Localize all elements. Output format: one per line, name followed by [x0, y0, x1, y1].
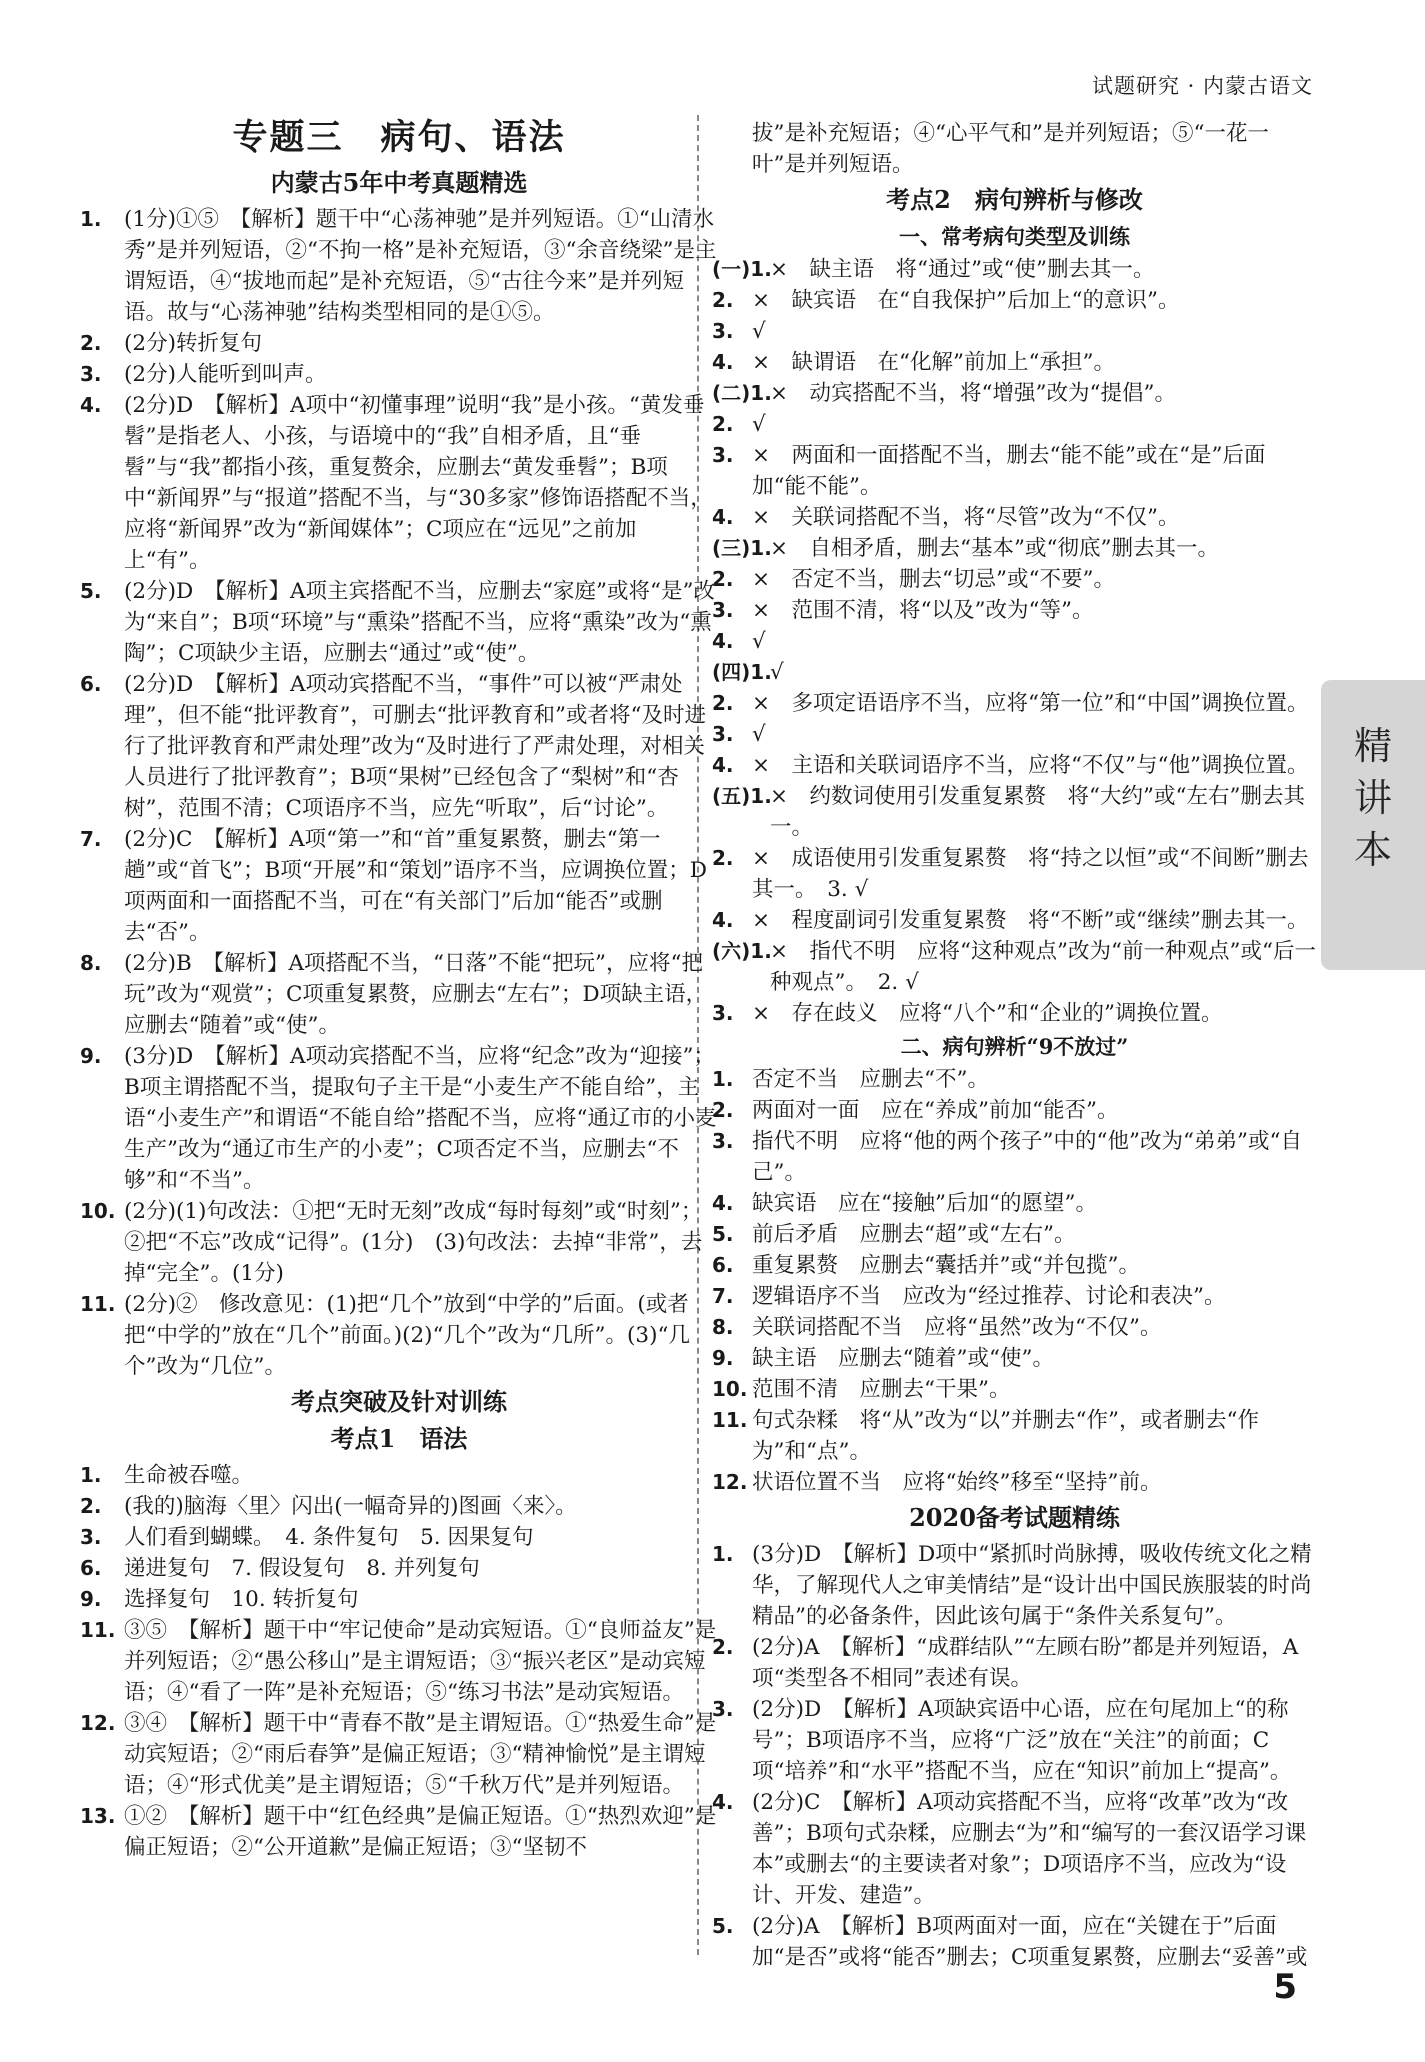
item-number: 4.	[712, 908, 734, 932]
item-text: 否定不当 应删去“不”。	[752, 1067, 989, 1092]
side-tab-label: 精 讲 本	[1353, 724, 1392, 872]
answer-item	[80, 1522, 718, 1553]
answer-item	[712, 1694, 1317, 1787]
item-text: × 范围不清，将“以及”改为“等”。	[752, 598, 1094, 623]
item-number: 4.	[712, 350, 734, 374]
answer-item	[80, 1460, 718, 1491]
item-number: 3.	[712, 1129, 734, 1153]
item-text: × 缺谓语 在“化解”前加上“承担”。	[752, 350, 1115, 375]
item-number: 2.	[712, 1098, 734, 1122]
item-text: × 两面和一面搭配不当，删去“能不能”或在“是”后面加“能不能”。	[752, 443, 1266, 499]
item-text: √	[752, 629, 766, 654]
item-number: 11.	[80, 1618, 116, 1642]
answer-item	[80, 1289, 718, 1382]
item-text: 指代不明 应将“他的两个孩子”中的“他”改为“弟弟”或“自己”。	[752, 1129, 1302, 1185]
section-title-kaodian2: 考点2 病句辨析与修改	[886, 185, 1143, 214]
answer-item	[80, 948, 718, 1041]
item-text: (2分)A 【解析】B项两面对一面，应在“关键在于”后面加“是否”或将“能否”删去；C项重复累赘，应删去“妥善”或	[752, 1914, 1308, 1970]
item-number: 6.	[80, 672, 102, 696]
answer-item	[80, 359, 718, 390]
item-text: (2分)A 【解析】“成群结队”“左顾右盼”都是并列短语，A项“类型各不相同”表述有误。	[752, 1635, 1299, 1691]
item-number: 4.	[712, 753, 734, 777]
answer-item	[712, 1188, 1317, 1219]
answer-item	[80, 1801, 718, 1863]
answer-list-3	[712, 254, 1317, 1029]
answer-item	[712, 1787, 1317, 1911]
item-text: 前后矛盾 应删去“超”或“左右”。	[752, 1222, 1076, 1247]
item-text: (3分)D 【解析】D项中“紧抓时尚脉搏，吸收传统文化之精华，了解现代人之审美情结”是“设计出中国民族服装的时尚精品”的必备条件，因此该句属于“条件关系复句”。	[752, 1542, 1312, 1629]
left-column	[80, 118, 718, 1863]
subsection-title-2: 二、病句辨析“9不放过”	[900, 1034, 1129, 1059]
item-text: (2分)② 修改意见：(1)把“几个”放到“中学的”后面。(或者把“中学的”放在“几个”前面。)(2)“几个”改为“几所”。(3)“几个”改为“几位”。	[124, 1292, 690, 1379]
item-number: 10.	[712, 1377, 748, 1401]
item-number: 4.	[712, 505, 734, 529]
item-text: × 自相矛盾，删去“基本”或“彻底”删去其一。	[770, 536, 1219, 561]
answer-item	[80, 1196, 718, 1289]
answer-item	[712, 936, 1317, 998]
answer-item	[712, 409, 1317, 440]
answer-item	[712, 750, 1317, 781]
item-text: × 程度副词引发重复累赘 将“不断”或“继续”删去其一。	[752, 908, 1309, 933]
item-text: √	[752, 319, 766, 344]
item-text: × 主语和关联词语序不当，应将“不仅”与“他”调换位置。	[752, 753, 1309, 778]
item-number: 2.	[712, 567, 734, 591]
item-number: 7.	[712, 1284, 734, 1308]
item-text: ③④ 【解析】题干中“青春不散”是主谓短语。①“热爱生命”是动宾短语；②“雨后春笋”是偏正短语；③“精神愉悦”是主谓短语；④“形式优美”是主谓短语；⑤“千秋万代”是并列短语。	[124, 1711, 717, 1798]
answer-item	[712, 533, 1317, 564]
item-number: 6.	[80, 1556, 102, 1580]
item-number: 4.	[80, 393, 102, 417]
item-number: 2.	[712, 1635, 734, 1659]
item-text: 选择复句 10. 转折复句	[124, 1587, 359, 1612]
item-number: 3.	[712, 722, 734, 746]
item-text: (2分)D 【解析】A项主宾搭配不当，应删去“家庭”或将“是”改为“来自”；B项“环境”与“熏染”搭配不当，应将“熏染”改为“熏陶”；C项缺少主语，应删去“通过”或“使”。	[124, 579, 715, 666]
answer-item	[80, 824, 718, 948]
section-title-kaodian: 考点突破及针对训练	[291, 1387, 507, 1416]
item-text: 重复累赘 应删去“囊括并”或“并包揽”。	[752, 1253, 1140, 1278]
item-number: (三)1.	[712, 536, 772, 560]
item-number: 12.	[80, 1711, 116, 1735]
answer-item	[712, 1374, 1317, 1405]
answer-item	[712, 1095, 1317, 1126]
item-number: 10.	[80, 1199, 116, 1223]
item-text: √	[752, 412, 766, 437]
item-number: (六)1.	[712, 939, 772, 963]
item-text: (2分)D 【解析】A项中“初懂事理”说明“我”是小孩。“黄发垂髫”是指老人、小孩，与语境中的“我”自相矛盾，且“垂髫”与“我”都指小孩，重复赘余，应删去“黄发垂髫”；B项中“新闻界”与“报道”搭配不当，与“30多家”修饰语搭配不当，应将“新闻界”改为“新闻媒体”；C项应在“远见”之前加上“有”。	[124, 393, 712, 573]
answer-item	[80, 1708, 718, 1801]
item-text: ③⑤ 【解析】题干中“牢记使命”是动宾短语。①“良师益友”是并列短语；②“愚公移山”是主谓短语；③“振兴老区”是动宾短语；④“看了一阵”是补充短语；⑤“练习书法”是动宾短语。	[124, 1618, 717, 1705]
item-number: 11.	[712, 1408, 748, 1432]
answer-item	[712, 1467, 1317, 1498]
item-text: ①② 【解析】题干中“红色经典”是偏正短语。①“热烈欢迎”是偏正短语；②“公开道歉”是偏正短语；③“坚韧不	[124, 1804, 717, 1860]
answer-item	[712, 1632, 1317, 1694]
section-title-kaodian1: 考点1 语法	[330, 1424, 468, 1453]
answer-item	[712, 626, 1317, 657]
item-text: (2分)人能听到叫声。	[124, 362, 327, 387]
item-number: 2.	[80, 331, 102, 355]
item-number: 1.	[712, 1542, 734, 1566]
item-number: 1.	[80, 207, 102, 231]
item-number: 2.	[712, 288, 734, 312]
item-text: (我的)脑海〈里〉闪出(一幅奇异的)图画〈来〉。	[124, 1494, 577, 1519]
answer-item	[712, 1405, 1317, 1467]
item-number: 5.	[712, 1222, 734, 1246]
item-text: (2分)C 【解析】A项“第一”和“首”重复累赘，删去“第一趟”或“首飞”；B项“开展”和“策划”语序不当，应调换位置；D项两面和一面搭配不当，可在“有关部门”后加“能否”或删去“否”。	[124, 827, 707, 945]
answer-item	[712, 688, 1317, 719]
answer-item	[712, 781, 1317, 843]
item-number: 8.	[80, 951, 102, 975]
answer-item	[80, 1491, 718, 1522]
item-text: 缺宾语 应在“接触”后加“的愿望”。	[752, 1191, 1097, 1216]
item-number: 1.	[712, 1067, 734, 1091]
item-text: (2分)(1)句改法：①把“无时无刻”改成“每时每刻”或“时刻”；②把“不忘”改成“记得”。(1分) (3)句改法：去掉“非常”，去掉“完全”。(1分)	[124, 1199, 703, 1286]
item-number: 9.	[712, 1346, 734, 1370]
item-number: (一)1.	[712, 257, 772, 281]
item-number: 8.	[712, 1315, 734, 1339]
item-number: 3.	[80, 362, 102, 386]
item-text: × 关联词搭配不当，将“尽管”改为“不仅”。	[752, 505, 1180, 530]
answer-item	[80, 204, 718, 328]
item-number: 3.	[712, 598, 734, 622]
answer-item	[712, 1911, 1317, 1973]
item-text: √	[770, 660, 784, 685]
item-number: 3.	[712, 1001, 734, 1025]
item-number: 3.	[80, 1525, 102, 1549]
item-text: 关联词搭配不当 应将“虽然”改为“不仅”。	[752, 1315, 1162, 1340]
answer-item	[712, 843, 1317, 905]
page-title: 专题三 病句、语法	[232, 117, 566, 158]
item-number: 4.	[712, 629, 734, 653]
item-text: (1分)①⑤ 【解析】题干中“心荡神驰”是并列短语。①“山清水秀”是并列短语，②“不拘一格”是补充短语，③“余音绕梁”是主谓短语，④“拔地而起”是补充短语，⑤“古往今来”是并列短语。故与“心荡神驰”结构类型相同的是①⑤。	[124, 207, 717, 325]
answer-item	[712, 1539, 1317, 1632]
item-number: 11.	[80, 1292, 116, 1316]
answer-item	[712, 1312, 1317, 1343]
answer-item	[712, 378, 1317, 409]
answer-item	[80, 328, 718, 359]
item-text: 逻辑语序不当 应改为“经过推荐、讨论和表决”。	[752, 1284, 1226, 1309]
answer-item	[712, 1250, 1317, 1281]
item-number: 4.	[712, 1790, 734, 1814]
item-text: √	[752, 722, 766, 747]
item-number: 3.	[712, 1697, 734, 1721]
answer-item	[80, 1584, 718, 1615]
item-number: 3.	[712, 319, 734, 343]
item-text: (2分)D 【解析】A项缺宾语中心语，应在句尾加上“的称号”；B项语序不当，应将“广泛”放在“关注”的前面；C项“培养”和“水平”搭配不当，应在“知识”前加上“提高”。	[752, 1697, 1292, 1784]
item-number: 3.	[712, 443, 734, 467]
item-text: (3分)D 【解析】A项动宾搭配不当，应将“纪念”改为“迎接”；B项主谓搭配不当，提取句子主干是“小麦生产不能自给”，主语“小麦生产”和谓语“不能自给”搭配不当，应将“通辽市的小麦生产”改为“通辽市生产的小麦”；C项否定不当，应删去“不够”和“不当”。	[124, 1044, 717, 1193]
item-text: × 缺宾语 在“自我保护”后加上“的意识”。	[752, 288, 1180, 313]
answer-item	[80, 576, 718, 669]
item-number: 5.	[80, 579, 102, 603]
item-number: 5.	[712, 1914, 734, 1938]
item-number: 9.	[80, 1044, 102, 1068]
answer-item	[80, 1041, 718, 1196]
item-number: (四)1.	[712, 660, 772, 684]
answer-item	[80, 1615, 718, 1708]
item-number: 2.	[80, 1494, 102, 1518]
item-text: (2分)C 【解析】A项动宾搭配不当，应将“改革”改为“改善”；B项句式杂糅，应删去“为”和“编写的一套汉语学习课本”或删去“的主要读者对象”；D项语序不当，应改为“设计、开发、建造”。	[752, 1790, 1307, 1908]
item-number: 13.	[80, 1804, 116, 1828]
continued-text: 拔”是补充短语；④“心平气和”是并列短语；⑤“一花一叶”是并列短语。	[752, 121, 1269, 177]
answer-item	[712, 905, 1317, 936]
answer-item	[712, 1064, 1317, 1095]
answer-list-1	[80, 204, 718, 1382]
section-title-2020: 2020备考试题精练	[909, 1503, 1120, 1532]
answer-item	[712, 719, 1317, 750]
item-number: (二)1.	[712, 381, 772, 405]
item-text: × 约数词使用引发重复累赘 将“大约”或“左右”删去其一。	[770, 784, 1305, 840]
answer-item	[712, 1281, 1317, 1312]
item-text: (2分)B 【解析】A项搭配不当，“日落”不能“把玩”，应将“把玩”改为“观赏”；C项重复累赘，应删去“左右”；D项缺主语，应删去“随着”或“使”。	[124, 951, 708, 1038]
answer-item	[712, 440, 1317, 502]
answer-item	[712, 657, 1317, 688]
answer-list-5	[712, 1539, 1317, 1973]
item-text: × 存在歧义 应将“八个”和“企业的”调换位置。	[752, 1001, 1223, 1026]
item-text: 递进复句 7. 假设复句 8. 并列复句	[124, 1556, 480, 1581]
side-tab	[1321, 680, 1425, 970]
item-text: × 多项定语语序不当，应将“第一位”和“中国”调换位置。	[752, 691, 1309, 716]
answer-list-4	[712, 1064, 1317, 1498]
answer-item	[712, 1219, 1317, 1250]
item-number: 2.	[712, 846, 734, 870]
item-text: × 成语使用引发重复累赘 将“持之以恒”或“不间断”删去其一。 3. √	[752, 846, 1309, 902]
item-text: 两面对一面 应在“养成”前加“能否”。	[752, 1098, 1119, 1123]
item-text: × 缺主语 将“通过”或“使”删去其一。	[770, 257, 1155, 282]
item-number: 1.	[80, 1463, 102, 1487]
answer-item	[712, 564, 1317, 595]
item-text: 句式杂糅 将“从”改为“以”并删去“作”，或者删去“作为”和“点”。	[752, 1408, 1259, 1464]
item-number: 4.	[712, 1191, 734, 1215]
item-text: × 动宾搭配不当，将“增强”改为“提倡”。	[770, 381, 1176, 406]
item-number: 12.	[712, 1470, 748, 1494]
answer-item	[712, 316, 1317, 347]
answer-item	[712, 502, 1317, 533]
right-column	[712, 118, 1317, 1973]
item-text: 缺主语 应删去“随着”或“使”。	[752, 1346, 1054, 1371]
item-number: 6.	[712, 1253, 734, 1277]
answer-item	[712, 285, 1317, 316]
item-text: 生命被吞噬。	[124, 1463, 254, 1488]
answer-item	[712, 347, 1317, 378]
item-number: 2.	[712, 412, 734, 436]
answer-list-2	[80, 1460, 718, 1863]
answer-item	[80, 1553, 718, 1584]
section-title-zhenti: 内蒙古5年中考真题精选	[270, 168, 528, 197]
item-text: × 否定不当，删去“切忌”或“不要”。	[752, 567, 1115, 592]
item-text: (2分)转折复句	[124, 331, 262, 356]
item-text: 人们看到蝴蝶。 4. 条件复句 5. 因果复句	[124, 1525, 534, 1550]
item-text: × 指代不明 应将“这种观点”改为“前一种观点”或“后一种观点”。 2. √	[770, 939, 1316, 995]
answer-item	[712, 998, 1317, 1029]
item-number: 9.	[80, 1587, 102, 1611]
item-number: (五)1.	[712, 784, 772, 808]
item-text: 状语位置不当 应将“始终”移至“坚持”前。	[752, 1470, 1162, 1495]
answer-item	[80, 390, 718, 576]
item-number: 7.	[80, 827, 102, 851]
answer-item	[712, 254, 1317, 285]
item-number: 2.	[712, 691, 734, 715]
item-text: 范围不清 应删去“干果”。	[752, 1377, 1011, 1402]
answer-item	[712, 1343, 1317, 1374]
answer-item	[80, 669, 718, 824]
page-header: 试题研究 · 内蒙古语文	[1091, 74, 1313, 98]
answer-item	[712, 1126, 1317, 1188]
subsection-title-1: 一、常考病句类型及训练	[899, 224, 1130, 249]
answer-item	[712, 595, 1317, 626]
page-number: 5	[1273, 1967, 1297, 2007]
item-text: (2分)D 【解析】A项动宾搭配不当，“事件”可以被“严肃处理”，但不能“批评教育”，可删去“批评教育和”或者将“及时进行了批评教育和严肃处理”改为“及时进行了严肃处理，对相关人员进行了批评教育”；B项“果树”已经包含了“梨树”和“杏树”，范围不清；C项语序不当，应先“听取”，后“讨论”。	[124, 672, 706, 821]
